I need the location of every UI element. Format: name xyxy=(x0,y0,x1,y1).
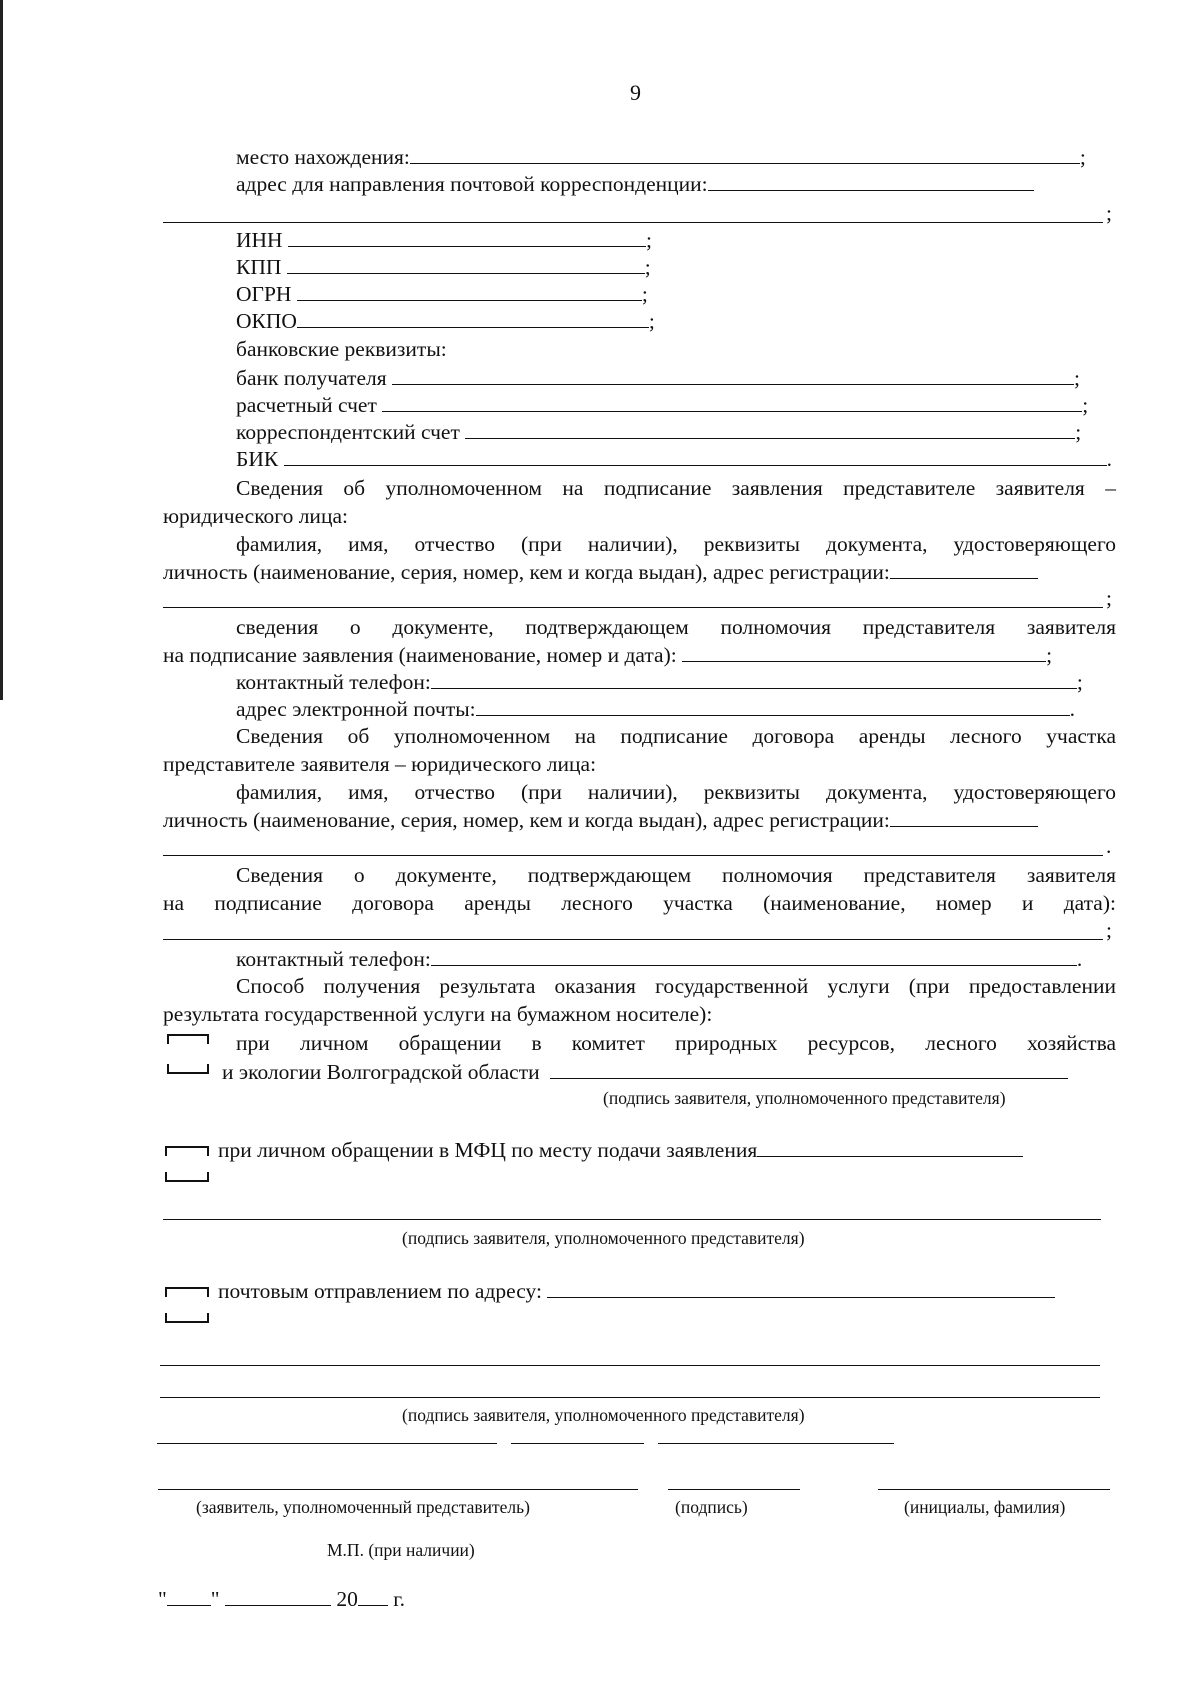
rep-application-email-field[interactable] xyxy=(476,695,1070,716)
page-number: 9 xyxy=(630,80,641,105)
divider xyxy=(157,1443,497,1444)
option-committee-signature-field[interactable] xyxy=(550,1058,1068,1079)
inn-field[interactable] xyxy=(288,226,646,247)
result-heading-cont: результата государственной услуги на бумажном носителе): xyxy=(163,1002,713,1026)
bank-label: банк получателя xyxy=(236,366,387,390)
option-committee-label-cont: и экологии Волгоградской области xyxy=(222,1060,540,1084)
rep-application-phone-label: контактный телефон: xyxy=(236,670,431,694)
signature-caption: (подпись заявителя, уполномоченного представителя) xyxy=(603,1088,1006,1108)
inn-label: ИНН xyxy=(236,228,283,252)
corr-account-label: корреспондентский счет xyxy=(236,420,460,444)
rep-application-email-label: адрес электронной почты: xyxy=(236,697,476,721)
date-day-field[interactable] xyxy=(167,1585,211,1606)
semicolon: ; xyxy=(1106,201,1112,225)
account-field[interactable] xyxy=(382,391,1082,412)
corr-account-row: корреспондентский счет ; xyxy=(236,420,1082,444)
rep-contract-doc: Сведения о документе, подтверждающем полномочия представителя заявителя xyxy=(236,863,1116,887)
rep-application-heading-cont: юридического лица: xyxy=(163,504,348,528)
option-mfc-field[interactable] xyxy=(757,1136,1023,1157)
result-heading: Способ получения результата оказания государственной услуги (при предоставлении xyxy=(236,974,1116,998)
option-committee-row xyxy=(222,1058,1068,1084)
rep-contract-fio: фамилия, имя, отчество (при наличии), реквизиты документа, удостоверяющего xyxy=(236,780,1116,804)
rep-application-fio-cont: личность (наименование, серия, номер, кем и когда выдан), адрес регистрации: xyxy=(163,560,890,584)
option-mail-address-field-2[interactable] xyxy=(160,1365,1100,1366)
scan-edge xyxy=(0,0,3,700)
rep-contract-fio-field[interactable] xyxy=(890,806,1038,827)
corr-account-field[interactable] xyxy=(465,418,1075,439)
divider xyxy=(511,1443,644,1444)
date-open-quote: " xyxy=(158,1587,167,1611)
semicolon: ; xyxy=(1106,918,1112,942)
date-suffix: г. xyxy=(393,1587,405,1611)
bank-field[interactable] xyxy=(392,364,1074,385)
applicant-caption: (заявитель, уполномоченный представитель) xyxy=(196,1497,530,1517)
account-row: расчетный счет ; xyxy=(236,393,1089,417)
rep-contract-phone-row: контактный телефон: . xyxy=(236,947,1083,971)
sign-caption: (подпись) xyxy=(675,1497,748,1517)
option-mail-row xyxy=(218,1277,1055,1303)
bik-field[interactable] xyxy=(284,445,1107,466)
period: . xyxy=(1106,834,1112,858)
rep-application-doc-cont: на подписание заявления (наименование, номер и дата): xyxy=(163,643,677,667)
rep-application-fio: фамилия, имя, отчество (при наличии), реквизиты документа, удостоверяющего xyxy=(236,532,1116,556)
rep-application-fio-field[interactable] xyxy=(890,558,1038,579)
option-mfc-row xyxy=(218,1136,1023,1162)
name-caption: (инициалы, фамилия) xyxy=(904,1497,1066,1517)
rep-contract-phone-field[interactable] xyxy=(431,945,1077,966)
okpo-field[interactable] xyxy=(297,307,649,328)
option-mfc-label: при личном обращении в МФЦ по месту подачи заявления xyxy=(218,1138,758,1162)
bik-label: БИК xyxy=(236,447,279,471)
rep-application-email-row: адрес электронной почты: . xyxy=(236,697,1076,721)
mail-address-field-2[interactable] xyxy=(163,222,1103,223)
date-month-field[interactable] xyxy=(225,1585,331,1606)
stamp-note: М.П. (при наличии) xyxy=(327,1540,475,1560)
bank-details-label: банковские реквизиты: xyxy=(236,337,447,361)
signature-caption: (подпись заявителя, уполномоченного представителя) xyxy=(402,1228,805,1248)
rep-application-phone-field[interactable] xyxy=(431,668,1077,689)
kpp-row: КПП ; xyxy=(236,255,651,279)
bank-row: банк получателя ; xyxy=(236,366,1080,390)
semicolon: ; xyxy=(1106,586,1112,610)
option-mfc-checkbox[interactable] xyxy=(165,1146,209,1182)
date-year-field[interactable] xyxy=(358,1585,388,1606)
rep-application-doc-field[interactable] xyxy=(682,641,1046,662)
bik-row: БИК . xyxy=(236,447,1112,471)
rep-application-doc-row: на подписание заявления (наименование, номер и дата): ; xyxy=(163,643,1053,667)
divider xyxy=(658,1443,894,1444)
option-committee-label: при личном обращении в комитет природных ресурсов, лесного хозяйства xyxy=(236,1031,1116,1055)
okpo-label: ОКПО xyxy=(236,309,297,333)
rep-application-fio-row xyxy=(163,558,1038,584)
rep-application-phone-row: контактный телефон: ; xyxy=(236,670,1083,694)
ogrn-field[interactable] xyxy=(297,280,642,301)
date-year-prefix: 20 xyxy=(336,1587,358,1611)
account-label: расчетный счет xyxy=(236,393,377,417)
location-row: место нахождения: ; xyxy=(236,145,1086,169)
option-mail-address-field[interactable] xyxy=(547,1277,1055,1298)
name-field[interactable] xyxy=(878,1489,1110,1490)
rep-contract-doc-field[interactable] xyxy=(163,939,1103,940)
location-label: место нахождения: xyxy=(236,145,410,169)
rep-contract-fio-cont: личность (наименование, серия, номер, кем и когда выдан), адрес регистрации: xyxy=(163,808,890,832)
mail-address-label: адрес для направления почтовой корреспонденции: xyxy=(236,172,708,196)
option-mail-checkbox[interactable] xyxy=(165,1287,209,1323)
rep-contract-heading: Сведения об уполномоченном на подписание договора аренды лесного участка xyxy=(236,724,1116,748)
rep-application-fio-field-2[interactable] xyxy=(163,607,1103,608)
sign-field[interactable] xyxy=(668,1489,800,1490)
rep-application-doc: сведения о документе, подтверждающем полномочия представителя заявителя xyxy=(236,615,1116,639)
rep-contract-heading-cont: представителе заявителя – юридического лица: xyxy=(163,752,597,776)
option-mfc-signature-field[interactable] xyxy=(163,1219,1101,1220)
option-committee-checkbox[interactable] xyxy=(167,1034,209,1074)
inn-row: ИНН ; xyxy=(236,228,652,252)
date-row xyxy=(158,1585,405,1611)
ogrn-label: ОГРН xyxy=(236,282,292,306)
rep-contract-fio-row xyxy=(163,806,1038,832)
kpp-field[interactable] xyxy=(287,253,645,274)
signature-caption: (подпись заявителя, уполномоченного представителя) xyxy=(402,1405,805,1425)
rep-contract-phone-label: контактный телефон: xyxy=(236,947,431,971)
okpo-row: ОКПО ; xyxy=(236,309,655,333)
ogrn-row: ОГРН ; xyxy=(236,282,648,306)
option-mail-signature-field[interactable] xyxy=(160,1397,1100,1398)
rep-contract-fio-field-2[interactable] xyxy=(163,855,1103,856)
kpp-label: КПП xyxy=(236,255,282,279)
rep-contract-doc-cont: на подписание договора аренды лесного участка (наименование, номер и дата): xyxy=(163,891,1116,915)
mail-address-row xyxy=(236,170,1116,196)
applicant-field[interactable] xyxy=(158,1489,638,1490)
date-close-quote: " xyxy=(210,1587,220,1611)
rep-application-heading: Сведения об уполномоченном на подписание заявления представителе заявителя – xyxy=(236,476,1116,500)
option-mail-label: почтовым отправлением по адресу: xyxy=(218,1279,542,1303)
location-field[interactable] xyxy=(410,143,1080,164)
mail-address-field[interactable] xyxy=(708,170,1034,191)
